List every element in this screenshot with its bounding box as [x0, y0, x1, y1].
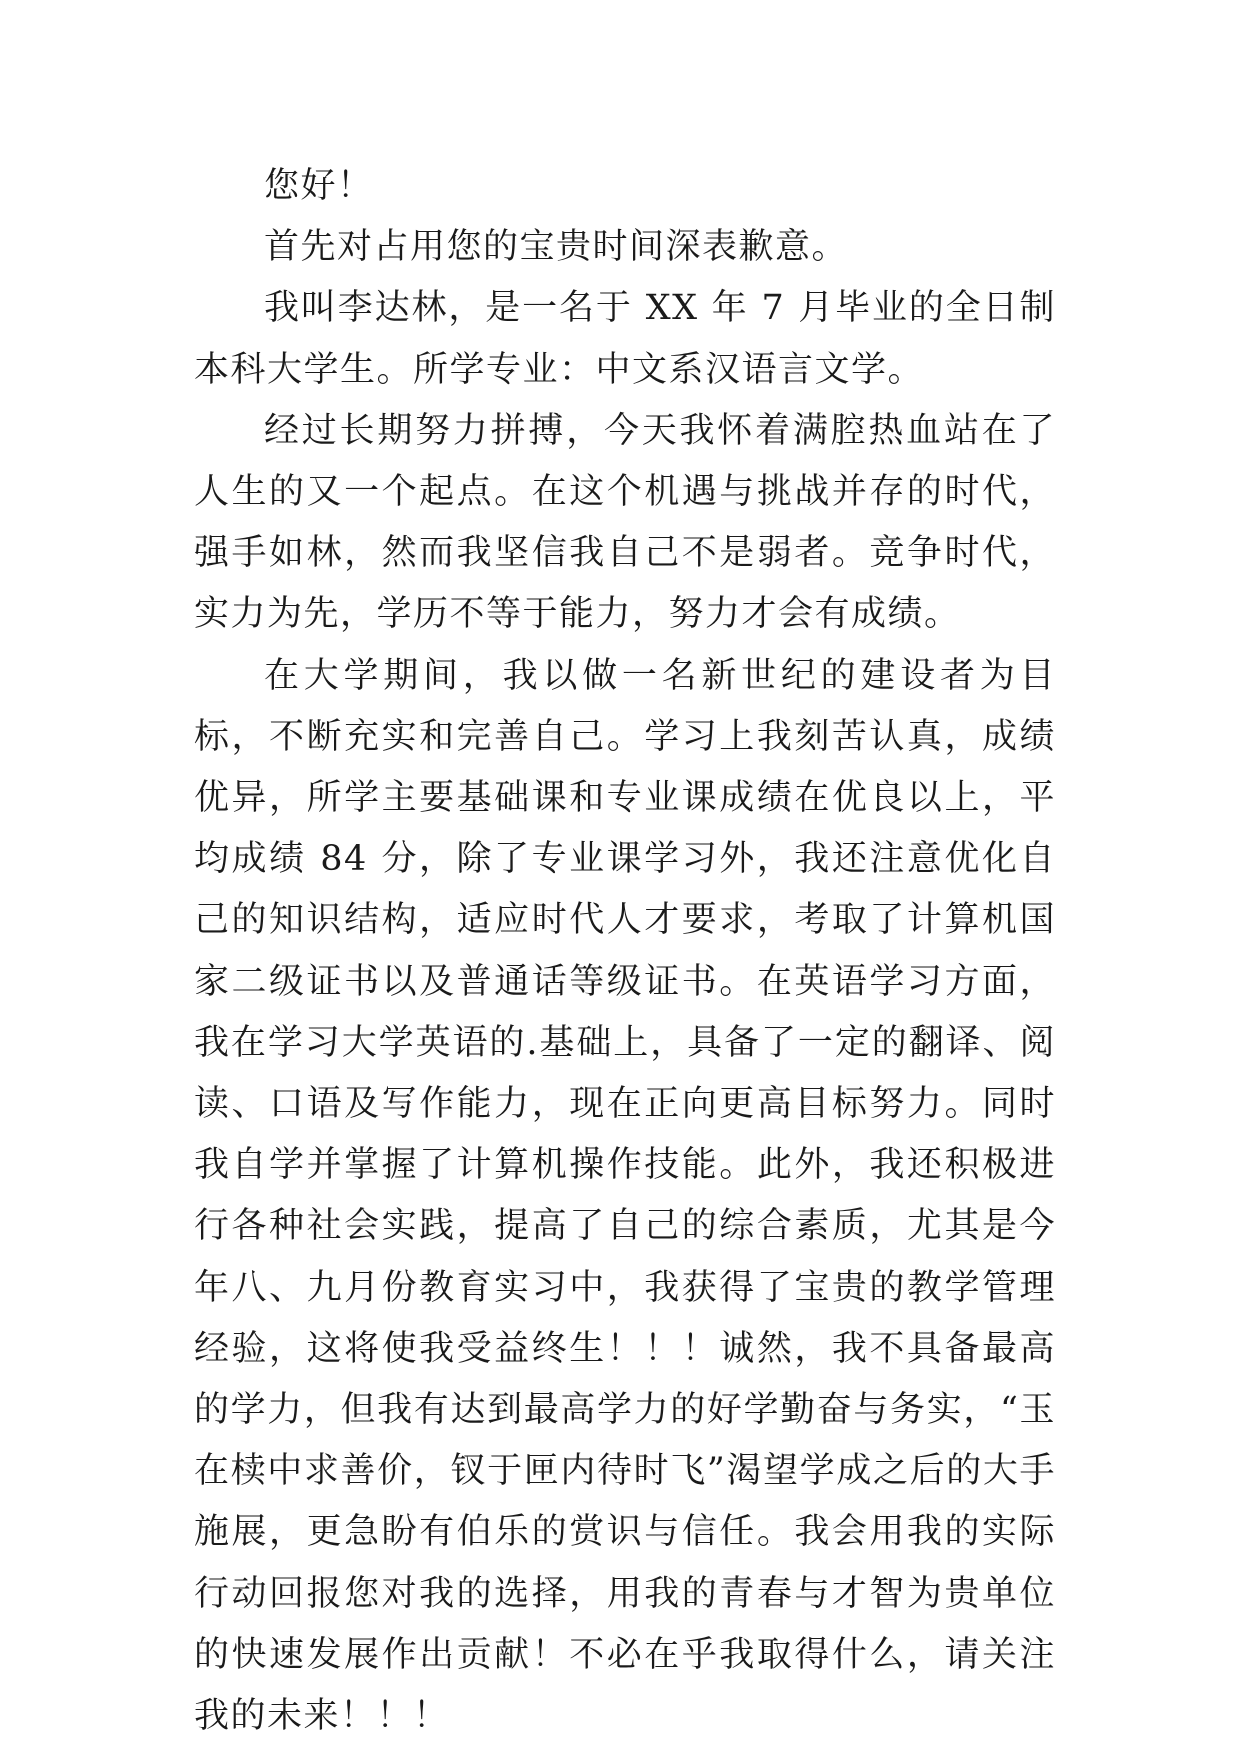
introduction-paragraph: 我叫李达林，是一名于 XX 年 7 月毕业的全日制本科大学生。所学专业：中文系汉语言文学。 — [194, 288, 1056, 390]
motivation-paragraph: 经过长期努力拼搏，今天我怀着满腔热血站在了人生的又一个起点。在这个机遇与挑战并存的时代，强手如林，然而我坚信我自己不是弱者。竞争时代，实力为先，学历不等于能力，努力才会有成绩。 — [194, 410, 1056, 635]
letter-body — [194, 156, 1056, 1747]
apology-paragraph: 首先对占用您的宝贵时间深表歉意。 — [264, 227, 849, 268]
university-experience-paragraph: 在大学期间，我以做一名新世纪的建设者为目标，不断充实和完善自己。学习上我刻苦认真，成绩优异，所学主要基础课和专业课成绩在优良以上，平均成绩 84 分，除了专业课学习外，我还注意优化自己的知识结构，适应时代人才要求，考取了计算机国家二级证书以及普通话等级证书。在英语学习方面，我在学习大学英语的.基础上，具备了一定的翻译、阅读、口语及写作能力，现在正向更高目标努力。同时我自学并掌握了计算机操作技能。此外，我还积极进行各种社会实践，提高了自己的综合素质，尤其是今年八、九月份教育实习中，我获得了宝贵的教学管理经验，这将使我受益终生！！！诚然，我不具备最高的学力，但我有达到最高学力的好学勤奋与务实，“玉在椟中求善价，钗于匣内待时飞”渴望学成之后的大手施展，更急盼有伯乐的赏识与信任。我会用我的实际行动回报您对我的选择，用我的青春与才智为贵单位的快速发展作出贡献！不必在乎我取得什么，请关注我的未来！！！ — [194, 655, 1056, 1737]
greeting-paragraph: 您好！ — [264, 166, 374, 206]
